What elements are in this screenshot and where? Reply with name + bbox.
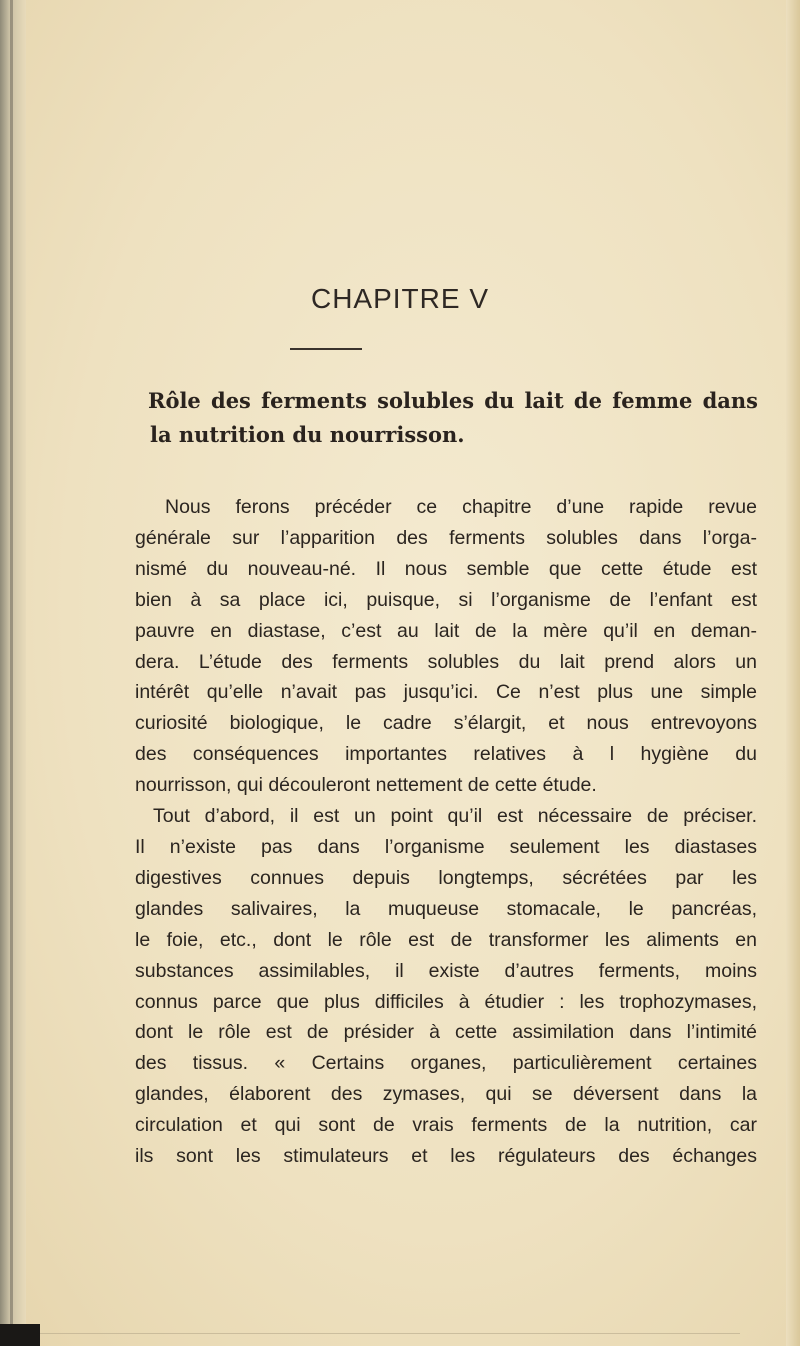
body-line: substances assimilables, il existe d’autres ferments, moins: [135, 959, 757, 982]
binding-shadow: [10, 0, 13, 1346]
page-bottom-edge: [40, 1333, 740, 1334]
body-line: circulation et qui sont de vrais ferments de la nutrition, car: [135, 1114, 757, 1137]
body-line: dont le rôle est de présider à cette assimilation dans l’intimité: [135, 1021, 757, 1044]
chapter-heading: CHAPITRE V: [310, 283, 490, 314]
body-line: pauvre en diastase, c’est au lait de la mère qu’il en deman-: [135, 619, 757, 642]
heading-divider: [290, 348, 362, 350]
body-line: Il n’existe pas dans l’organisme seulement les diastases: [135, 835, 757, 858]
body-line: intérêt qu’elle n’avait pas jusqu’ici. Ce n’est plus une simple: [135, 681, 757, 704]
body-line: bien à sa place ici, puisque, si l’organisme de l’enfant est: [135, 588, 757, 611]
body-line: le foie, etc., dont le rôle est de transformer les aliments en: [135, 928, 757, 951]
body-line: digestives connues depuis longtemps, sécrétées par les: [135, 866, 757, 889]
section-title-line-1: Rôle des ferments solubles du lait de femme dans: [148, 388, 758, 413]
section-title-line-2: la nutrition du nourrisson.: [150, 422, 465, 447]
body-line: nourrisson, qui découleront nettement de cette étude.: [135, 774, 597, 797]
binding-edge: [0, 0, 26, 1346]
body-line: glandes salivaires, la muqueuse stomacale, le pancréas,: [135, 897, 757, 920]
body-line: glandes, élaborent des zymases, qui se déversent dans la: [135, 1083, 757, 1106]
body-line: des conséquences importantes relatives à l hygiène du: [135, 743, 757, 766]
body-line: des tissus. « Certains organes, particulièrement certaines: [135, 1052, 757, 1075]
body-line: ils sont les stimulateurs et les régulateurs des échanges: [135, 1145, 757, 1168]
body-line: dera. L’étude des ferments solubles du lait prend alors un: [135, 650, 757, 673]
body-line: générale sur l’apparition des ferments solubles dans l’orga-: [135, 526, 757, 549]
body-line: curiosité biologique, le cadre s’élargit, et nous entrevoyons: [135, 712, 757, 735]
body-text: [135, 492, 757, 1172]
body-line: Tout d’abord, il est un point qu’il est nécessaire de préciser.: [153, 805, 757, 828]
section-title: [148, 384, 758, 452]
body-line: connus parce que plus difficiles à étudier : les trophozymases,: [135, 990, 757, 1013]
body-line: Nous ferons précéder ce chapitre d’une rapide revue: [165, 496, 757, 518]
body-line: nismé du nouveau-né. Il nous semble que cette étude est: [135, 557, 757, 580]
scan-corner-mark: [0, 1324, 40, 1346]
page-right-edge: [786, 0, 800, 1346]
